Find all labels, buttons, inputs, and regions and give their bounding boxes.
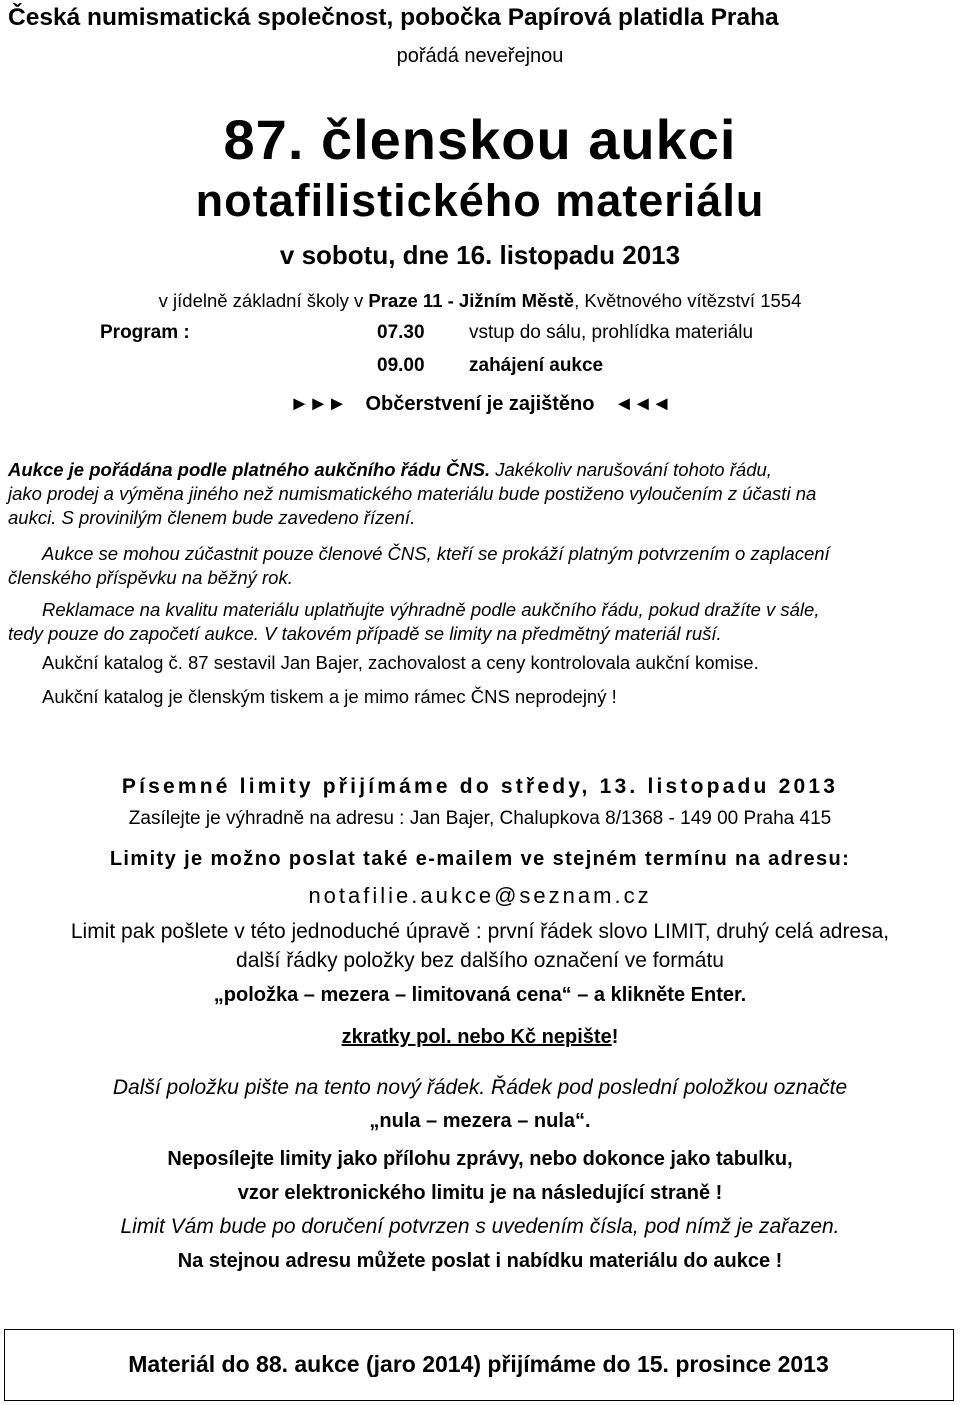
venue-prefix: v jídelně základní školy v [158,290,369,311]
next-auction-deadline: Materiál do 88. aukce (jaro 2014) přijímáme do 15. prosince 2013 [128,1351,829,1377]
catalog-author-note: Aukční katalog č. 87 sestavil Jan Bajer, zachovalost a ceny kontrolovala aukční komise. [42,652,759,673]
program-label: Program : [100,322,190,343]
rules-p2-line1: Aukce se mohou zúčastnit pouze členové ČNS, kteří se prokáží platným potvrzením o zaplacení [42,543,830,564]
abbreviation-warning: zkratky pol. nebo Kč nepište [341,1026,612,1048]
limit-format-line2: další řádky položky bez dalšího označení ve formátu [236,949,724,972]
rules-paragraph-1 [8,458,956,530]
limit-format-line1: Limit pak pošlete v této jednoduché úpravě : první řádek slovo LIMIT, druhý celá adresa, [70,920,890,943]
attachment-warning-line1: Neposílejte limity jako přílohu zprávy, nebo dokonce jako tabulku, [167,1148,793,1170]
rules-p3-line1: Reklamace na kvalitu materiálu uplatňujte výhradně podle aukčního řádu, pokud dražíte v sále, [42,599,820,620]
limits-email-intro: Limity je možno poslat také e-mailem ve stejném termínu na adresu: [109,848,851,870]
auction-title-line2: notafilistického materiálu [195,175,765,226]
venue-place: Praze 11 - Jižním Městě [368,290,575,311]
next-item-instruction: Další položku pište na tento nový řádek. Řádek pod poslední položkou označte [112,1076,848,1099]
next-auction-box [4,1329,954,1401]
limit-format-example: „položka – mezera – limitovaná cena“ – a klikněte Enter. [213,984,747,1006]
end-marker-example: „nula – mezera – nula“. [369,1110,591,1132]
event-subtitle: pořádá neveřejnou [396,45,564,67]
limits-heading: Písemné limity přijímáme do středy, 13. listopadu 2013 [121,775,839,798]
venue-line [0,290,960,312]
abbreviation-note [0,1026,960,1049]
catalog-sale-note: Aukční katalog je členským tiskem a je mimo rámec ČNS neprodejný ! [42,686,617,707]
program-time-1: 07.30 [377,322,425,343]
auction-title-line1: 87. členskou aukci [223,108,737,171]
rules-p1-line1: Jakékoliv narušování tohoto řádu, [490,459,772,480]
rules-bold-sentence: Aukce je pořádána podle platného aukčního řádu ČNS. [8,459,491,480]
offer-note: Na stejnou adresu můžete poslat i nabídku materiálu do aukce ! [177,1250,783,1272]
attachment-warning-line2: vzor elektronického limitu je na následující straně ! [237,1182,723,1204]
rules-paragraph-2 [8,542,956,590]
program-time-2: 09.00 [377,355,425,376]
rules-p3-line2: tedy pouze do započetí aukce. V takovém případě se limity na předmětný materiál ruší. [8,623,722,644]
rules-paragraph-3 [8,598,956,646]
program-text-1: vstup do sálu, prohlídka materiálu [469,322,754,343]
confirmation-note: Limit Vám bude po doručení potvrzen s uvedením čísla, pod nímž je zařazen. [120,1215,840,1238]
venue-street: , Květnového vítězství 1554 [574,290,802,311]
refreshment-line [0,393,960,416]
auction-date: v sobotu, dne 16. listopadu 2013 [279,240,681,270]
program-text-2: zahájení aukce [469,355,604,376]
arrow-right-icon: ►►► [289,393,346,415]
arrow-left-icon: ◄◄◄ [614,393,671,415]
limits-email-address[interactable]: notafilie.aukce@seznam.cz [308,883,652,908]
limits-postal-address: Zasílejte je výhradně na adresu : Jan Bajer, Chalupkova 8/1368 - 149 00 Praha 415 [128,808,832,829]
abbreviation-exclamation: ! [611,1026,619,1048]
organization-heading: Česká numismatická společnost, pobočka Papírová platidla Praha [8,4,779,31]
rules-p1-line2: jako prodej a výměna jiného než numismatického materiálu bude postiženo vyloučením z účasti na [8,483,817,504]
rules-p1-line3: aukci. S provinilým členem bude zavedeno řízení. [8,507,416,528]
rules-p2-line2: členského příspěvku na běžný rok. [8,567,293,588]
refreshment-text: Občerstvení je zajištěno [365,393,595,415]
